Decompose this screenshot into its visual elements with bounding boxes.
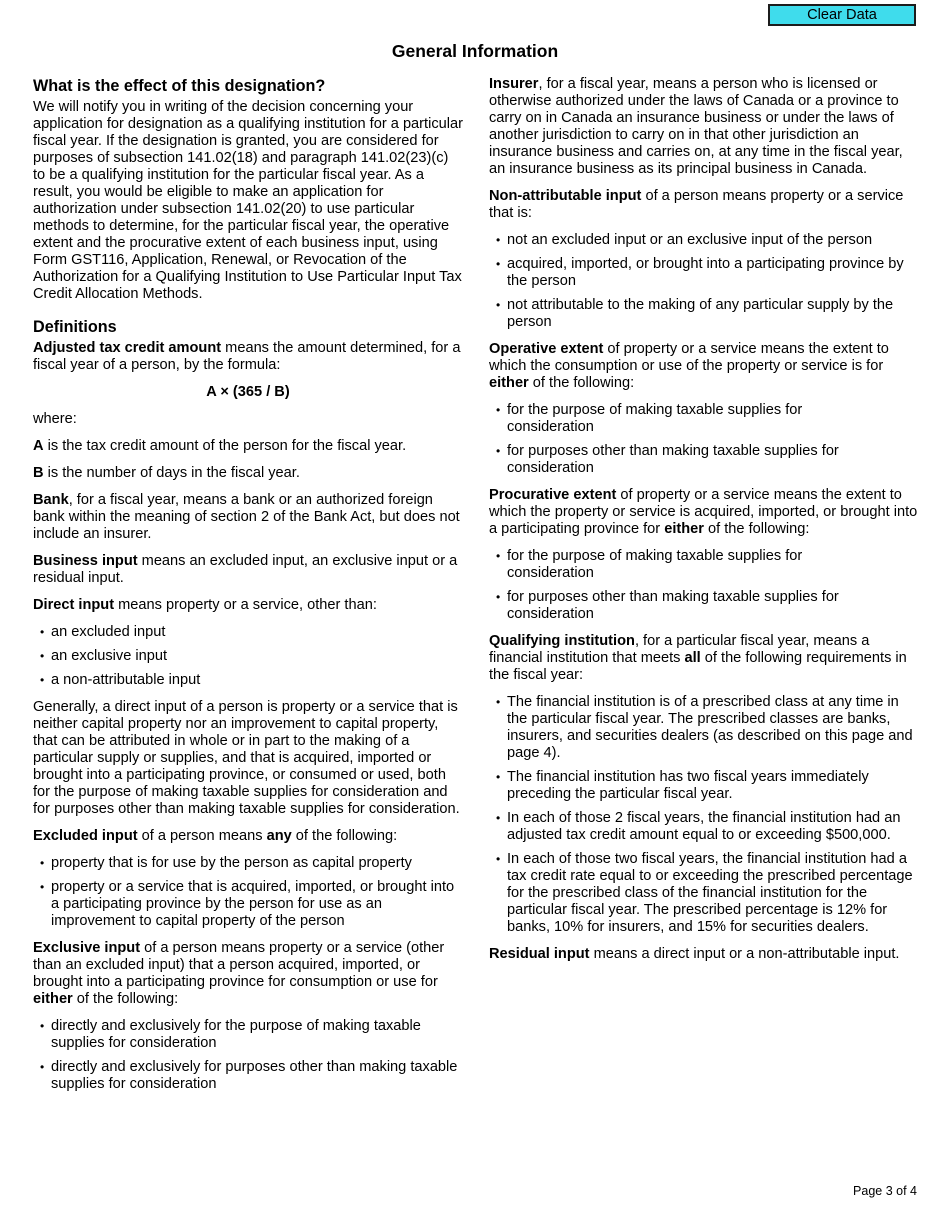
direct-input-list	[33, 624, 463, 689]
list-item: • property that is for use by the person as capital property	[33, 855, 463, 872]
exclusive-input-list	[33, 1018, 463, 1093]
definitions-heading: Definitions	[33, 318, 117, 336]
list-item: • In each of those two fiscal years, the financial institution had a tax credit rate equal to or exceeding the prescribed percentage for the prescribed class of the financial institution for the particular fiscal year. The prescribed percentage is 12% for banks, 10% for insurers, and 15% for securities dealers.	[489, 851, 919, 936]
list-item: • an exclusive input	[33, 648, 463, 665]
page-number: Page 3 of 4	[853, 1184, 917, 1198]
direct-input-explanation: Generally, a direct input of a person is property or a service that is neither capital property nor an improvement to capital property, that can be attributed in whole or in part to the making of a particular supply or supplies, and that is acquired, imported or brought into a participating province, or consumed or used, both for the purpose of making taxable supplies for consideration and for purposes other than making taxable supplies for consideration.	[33, 699, 460, 817]
qualifying-institution-list	[489, 694, 919, 936]
formula-where: where:	[33, 411, 77, 427]
list-item: • In each of those 2 fiscal years, the financial institution had an adjusted tax credit amount equal to or exceeding $500,000.	[489, 810, 919, 844]
definition-operative-extent: Operative extent of property or a service means the extent to which the consumption or use of the property or service is for either of the following:	[489, 341, 889, 391]
definition-qualifying-institution: Qualifying institution, for a particular fiscal year, means a financial institution that meets all of the following requirements in the fiscal year:	[489, 633, 907, 683]
list-item: • for the purpose of making taxable supplies for consideration	[489, 402, 919, 436]
formula-b-definition: B is the number of days in the fiscal year.	[33, 465, 300, 481]
list-item: • not attributable to the making of any particular supply by the person	[489, 297, 919, 331]
formula: A × (365 / B)	[206, 384, 290, 400]
definition-exclusive-input: Exclusive input of a person means property or a service (other than an excluded input) that a person acquired, imported, or brought into a participating province for consumption or use for either of the following:	[33, 940, 445, 1007]
list-item: • directly and exclusively for the purpose of making taxable supplies for consideration	[33, 1018, 463, 1052]
excluded-input-list	[33, 855, 463, 930]
definition-business-input: Business input means an excluded input, an exclusive input or a residual input.	[33, 553, 458, 586]
right-column	[489, 76, 919, 973]
effect-heading: What is the effect of this designation?	[33, 77, 326, 95]
page-title: General Information	[391, 41, 559, 61]
definition-direct-input: Direct input means property or a service, other than:	[33, 597, 377, 613]
list-item: • directly and exclusively for purposes other than making taxable supplies for consideration	[33, 1059, 463, 1093]
list-item: • a non-attributable input	[33, 672, 463, 689]
non-attributable-input-list	[489, 232, 919, 331]
list-item: • property or a service that is acquired, imported, or brought into a participating province by the person for use as an improvement to capital property of the person	[33, 879, 463, 930]
definition-bank: Bank, for a fiscal year, means a bank or an authorized foreign bank within the meaning of section 2 of the Bank Act, but does not include an insurer.	[33, 492, 460, 542]
definition-residual-input: Residual input means a direct input or a non-attributable input.	[489, 946, 900, 962]
list-item: • for the purpose of making taxable supplies for consideration	[489, 548, 919, 582]
definition-insurer: Insurer, for a fiscal year, means a person who is licensed or otherwise authorized under the laws of Canada or a province to carry on in Canada an insurance business or under the laws of another jurisdiction to carry on in that other jurisdiction an insurance business and carries on, at any time in the fiscal year, an insurance business as its principal business in Canada.	[489, 76, 903, 177]
clear-data-button[interactable]: Clear Data	[768, 4, 916, 26]
definition-excluded-input: Excluded input of a person means any of the following:	[33, 828, 398, 844]
list-item: • not an excluded input or an exclusive input of the person	[489, 232, 919, 249]
left-column	[33, 76, 463, 1103]
formula-a-definition: A is the tax credit amount of the person for the fiscal year.	[33, 438, 407, 454]
definition-procurative-extent: Procurative extent of property or a service means the extent to which the property or service is acquired, imported, or brought into a participating province for either of the following:	[489, 487, 918, 537]
definition-non-attributable-input: Non-attributable input of a person means property or a service that is:	[489, 188, 904, 221]
effect-paragraph: We will notify you in writing of the decision concerning your application for designation as a qualifying institution for a particular fiscal year. If the designation is granted, you are considered for purposes of subsection 141.02(18) and paragraph 141.02(23)(c) to be a qualifying institution for the particular fiscal year. As a result, you would be eligible to make an application for authorization under subsection 141.02(20) to use particular methods to determine, for the particular fiscal year, the operative extent and the procurative extent of each business input, using Form GST116, Application, Renewal, or Revocation of the Authorization for a Qualifying Institution to Use Particular Input Tax Credit Allocation Methods.	[33, 99, 463, 302]
list-item: • an excluded input	[33, 624, 463, 641]
list-item: • for purposes other than making taxable supplies for consideration	[489, 443, 919, 477]
list-item: • acquired, imported, or brought into a participating province by the person	[489, 256, 919, 290]
procurative-extent-list	[489, 548, 919, 623]
list-item: • for purposes other than making taxable supplies for consideration	[489, 589, 919, 623]
operative-extent-list	[489, 402, 919, 477]
list-item: • The financial institution is of a prescribed class at any time in the particular fiscal year. The prescribed classes are banks, insurers, and securities dealers (as described on this page and page 4).	[489, 694, 919, 762]
list-item: • The financial institution has two fiscal years immediately preceding the particular fiscal year.	[489, 769, 919, 803]
definition-adjusted-tax-credit-amount: Adjusted tax credit amount means the amount determined, for a fiscal year of a person, by the formula:	[33, 340, 461, 373]
